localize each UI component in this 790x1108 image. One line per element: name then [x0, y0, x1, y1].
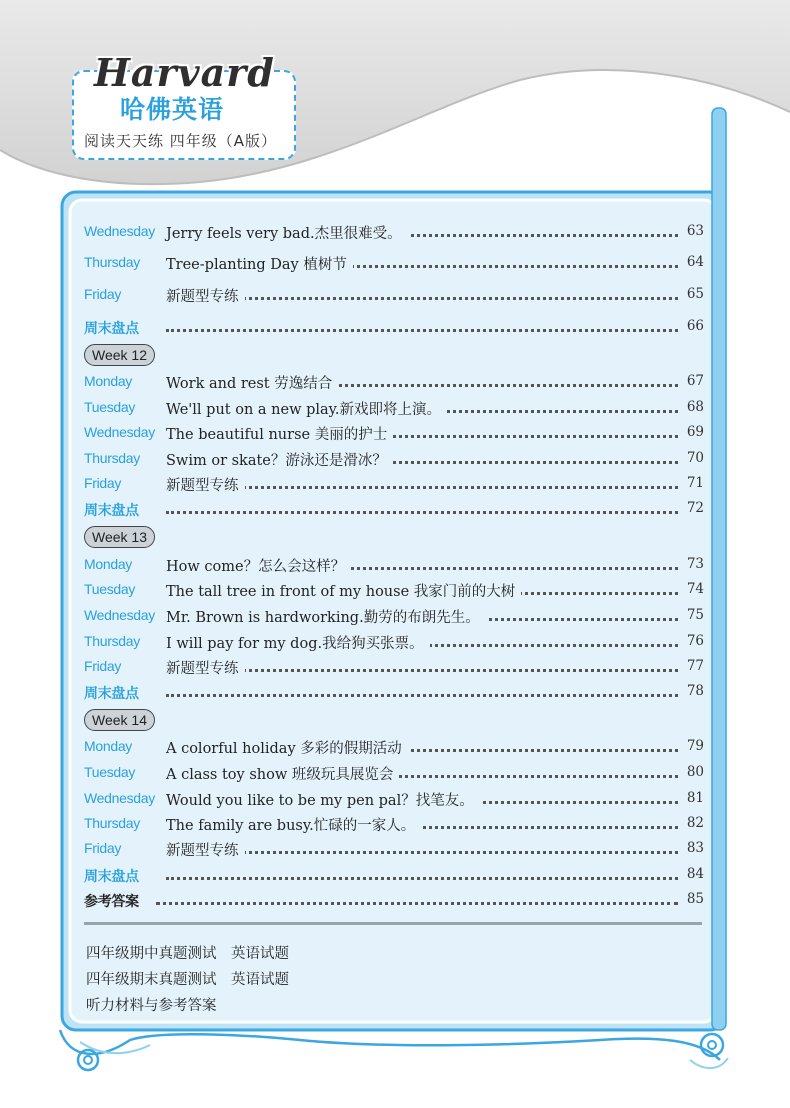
day-label: 周末盘点	[84, 686, 139, 702]
toc-entry[interactable]	[84, 396, 704, 420]
lesson-title: Swim or skate？游泳还是滑冰？	[166, 449, 393, 470]
day-label: Friday	[84, 475, 122, 491]
page-number: 80	[686, 764, 704, 780]
toc-entry[interactable]	[84, 251, 704, 275]
toc-entry[interactable]	[84, 283, 704, 307]
lesson-title: Tree-planting Day 植树节	[166, 253, 353, 274]
page-number: 75	[686, 607, 704, 623]
lesson-title: Work and rest 劳逸结合	[166, 372, 338, 393]
page-number: 70	[686, 450, 704, 466]
extra-item: 四年级期中真题测试 英语试题	[86, 946, 289, 962]
leader-dots	[166, 329, 678, 332]
page-number: 77	[686, 658, 704, 674]
lesson-title: Mr. Brown is hardworking.勤劳的布朗先生。	[166, 606, 486, 627]
page-number: 76	[686, 633, 704, 649]
day-label: Tuesday	[84, 764, 136, 780]
lesson-title: A class toy show 班级玩具展览会	[166, 763, 399, 784]
lesson-title: The beautiful nurse 美丽的护士	[166, 423, 393, 444]
day-label: Tuesday	[84, 399, 136, 415]
toc-entry[interactable]	[84, 630, 704, 654]
week-header	[84, 526, 155, 548]
page-number: 78	[686, 683, 704, 699]
toc-entry[interactable]	[84, 370, 704, 394]
logo-brand: Harvard	[94, 50, 275, 95]
toc-entry[interactable]	[84, 497, 704, 521]
page-number: 84	[686, 866, 704, 882]
toc-entry[interactable]	[84, 863, 704, 887]
page-number: 85	[686, 891, 704, 907]
toc-entry[interactable]	[84, 421, 704, 445]
page-number: 66	[686, 318, 704, 334]
leader-dots	[166, 511, 678, 514]
page-number: 79	[686, 738, 704, 754]
lesson-title: The family are busy.忙碌的一家人。	[166, 814, 421, 835]
toc-entry[interactable]	[84, 888, 704, 912]
toc-entry[interactable]	[84, 680, 704, 704]
day-label: Thursday	[84, 633, 140, 649]
logo-name: 哈佛英语	[120, 95, 225, 124]
page-number: 69	[686, 424, 704, 440]
day-label: Monday	[84, 738, 133, 754]
week-header	[84, 344, 155, 366]
leader-dots	[166, 694, 678, 697]
extra-item: 四年级期末真题测试 英语试题	[86, 972, 289, 988]
page-number: 68	[686, 399, 704, 415]
lesson-title: Jerry feels very bad.杰里很难受。	[166, 222, 408, 243]
toc-entry[interactable]	[84, 812, 704, 836]
day-label: 周末盘点	[84, 869, 139, 885]
toc-entry[interactable]	[84, 787, 704, 811]
lesson-title: How come？怎么会这样？	[166, 555, 351, 576]
logo-subtitle: 阅读天天练 四年级（A版）	[84, 132, 278, 150]
day-label: Monday	[84, 556, 133, 572]
lesson-title: 新题型专练	[166, 285, 245, 306]
day-label: Friday	[84, 286, 122, 302]
day-label: Wednesday	[84, 790, 155, 806]
page-number: 73	[686, 556, 704, 572]
page-number: 64	[686, 254, 704, 270]
toc-entry[interactable]	[84, 837, 704, 861]
lesson-title: 新题型专练	[166, 839, 245, 860]
toc-entry[interactable]	[84, 553, 704, 577]
lesson-title: A colorful holiday 多彩的假期活动	[166, 737, 408, 758]
toc-entry[interactable]	[84, 447, 704, 471]
toc-entry[interactable]	[84, 220, 704, 244]
leader-dots	[166, 877, 678, 880]
day-label: Thursday	[84, 450, 140, 466]
day-label: Monday	[84, 373, 133, 389]
day-label: Thursday	[84, 254, 140, 270]
week-badge: Week 12	[84, 344, 155, 366]
week-badge: Week 13	[84, 526, 155, 548]
lesson-title: The tall tree in front of my house 我家门前的大树	[166, 580, 521, 601]
toc-entry[interactable]	[84, 604, 704, 628]
week-header	[84, 709, 155, 731]
series-logo	[72, 50, 296, 160]
page-number: 74	[686, 581, 704, 597]
toc-entry[interactable]	[84, 315, 704, 339]
extra-item: 听力材料与参考答案	[86, 998, 217, 1014]
page-number: 65	[686, 286, 704, 302]
day-label: Wednesday	[84, 223, 155, 239]
toc-entry[interactable]	[84, 472, 704, 496]
lesson-title: 新题型专练	[166, 657, 245, 678]
page-number: 67	[686, 373, 704, 389]
toc-entry[interactable]	[84, 578, 704, 602]
day-label: 周末盘点	[84, 321, 139, 337]
page-number: 83	[686, 840, 704, 856]
day-label: Wednesday	[84, 607, 155, 623]
section-divider	[84, 922, 702, 925]
page-number: 63	[686, 223, 704, 239]
page-number: 72	[686, 500, 704, 516]
leader-dots	[156, 902, 678, 905]
answer-key-label: 参考答案	[84, 894, 139, 910]
page-number: 71	[686, 475, 704, 491]
page-number: 81	[686, 790, 704, 806]
toc-entry[interactable]	[84, 655, 704, 679]
lesson-title: 新题型专练	[166, 474, 245, 495]
lesson-title: I will pay for my dog.我给狗买张票。	[166, 632, 430, 653]
day-label: Friday	[84, 658, 122, 674]
toc-entry[interactable]	[84, 735, 704, 759]
lesson-title: We'll put on a new play.新戏即将上演。	[166, 398, 447, 419]
day-label: 周末盘点	[84, 503, 139, 519]
day-label: Friday	[84, 840, 122, 856]
day-label: Thursday	[84, 815, 140, 831]
week-badge: Week 14	[84, 709, 155, 731]
day-label: Tuesday	[84, 581, 136, 597]
lesson-title: Would you like to be my pen pal？找笔友。	[166, 789, 480, 810]
page-number: 82	[686, 815, 704, 831]
toc-entry[interactable]	[84, 761, 704, 785]
day-label: Wednesday	[84, 424, 155, 440]
